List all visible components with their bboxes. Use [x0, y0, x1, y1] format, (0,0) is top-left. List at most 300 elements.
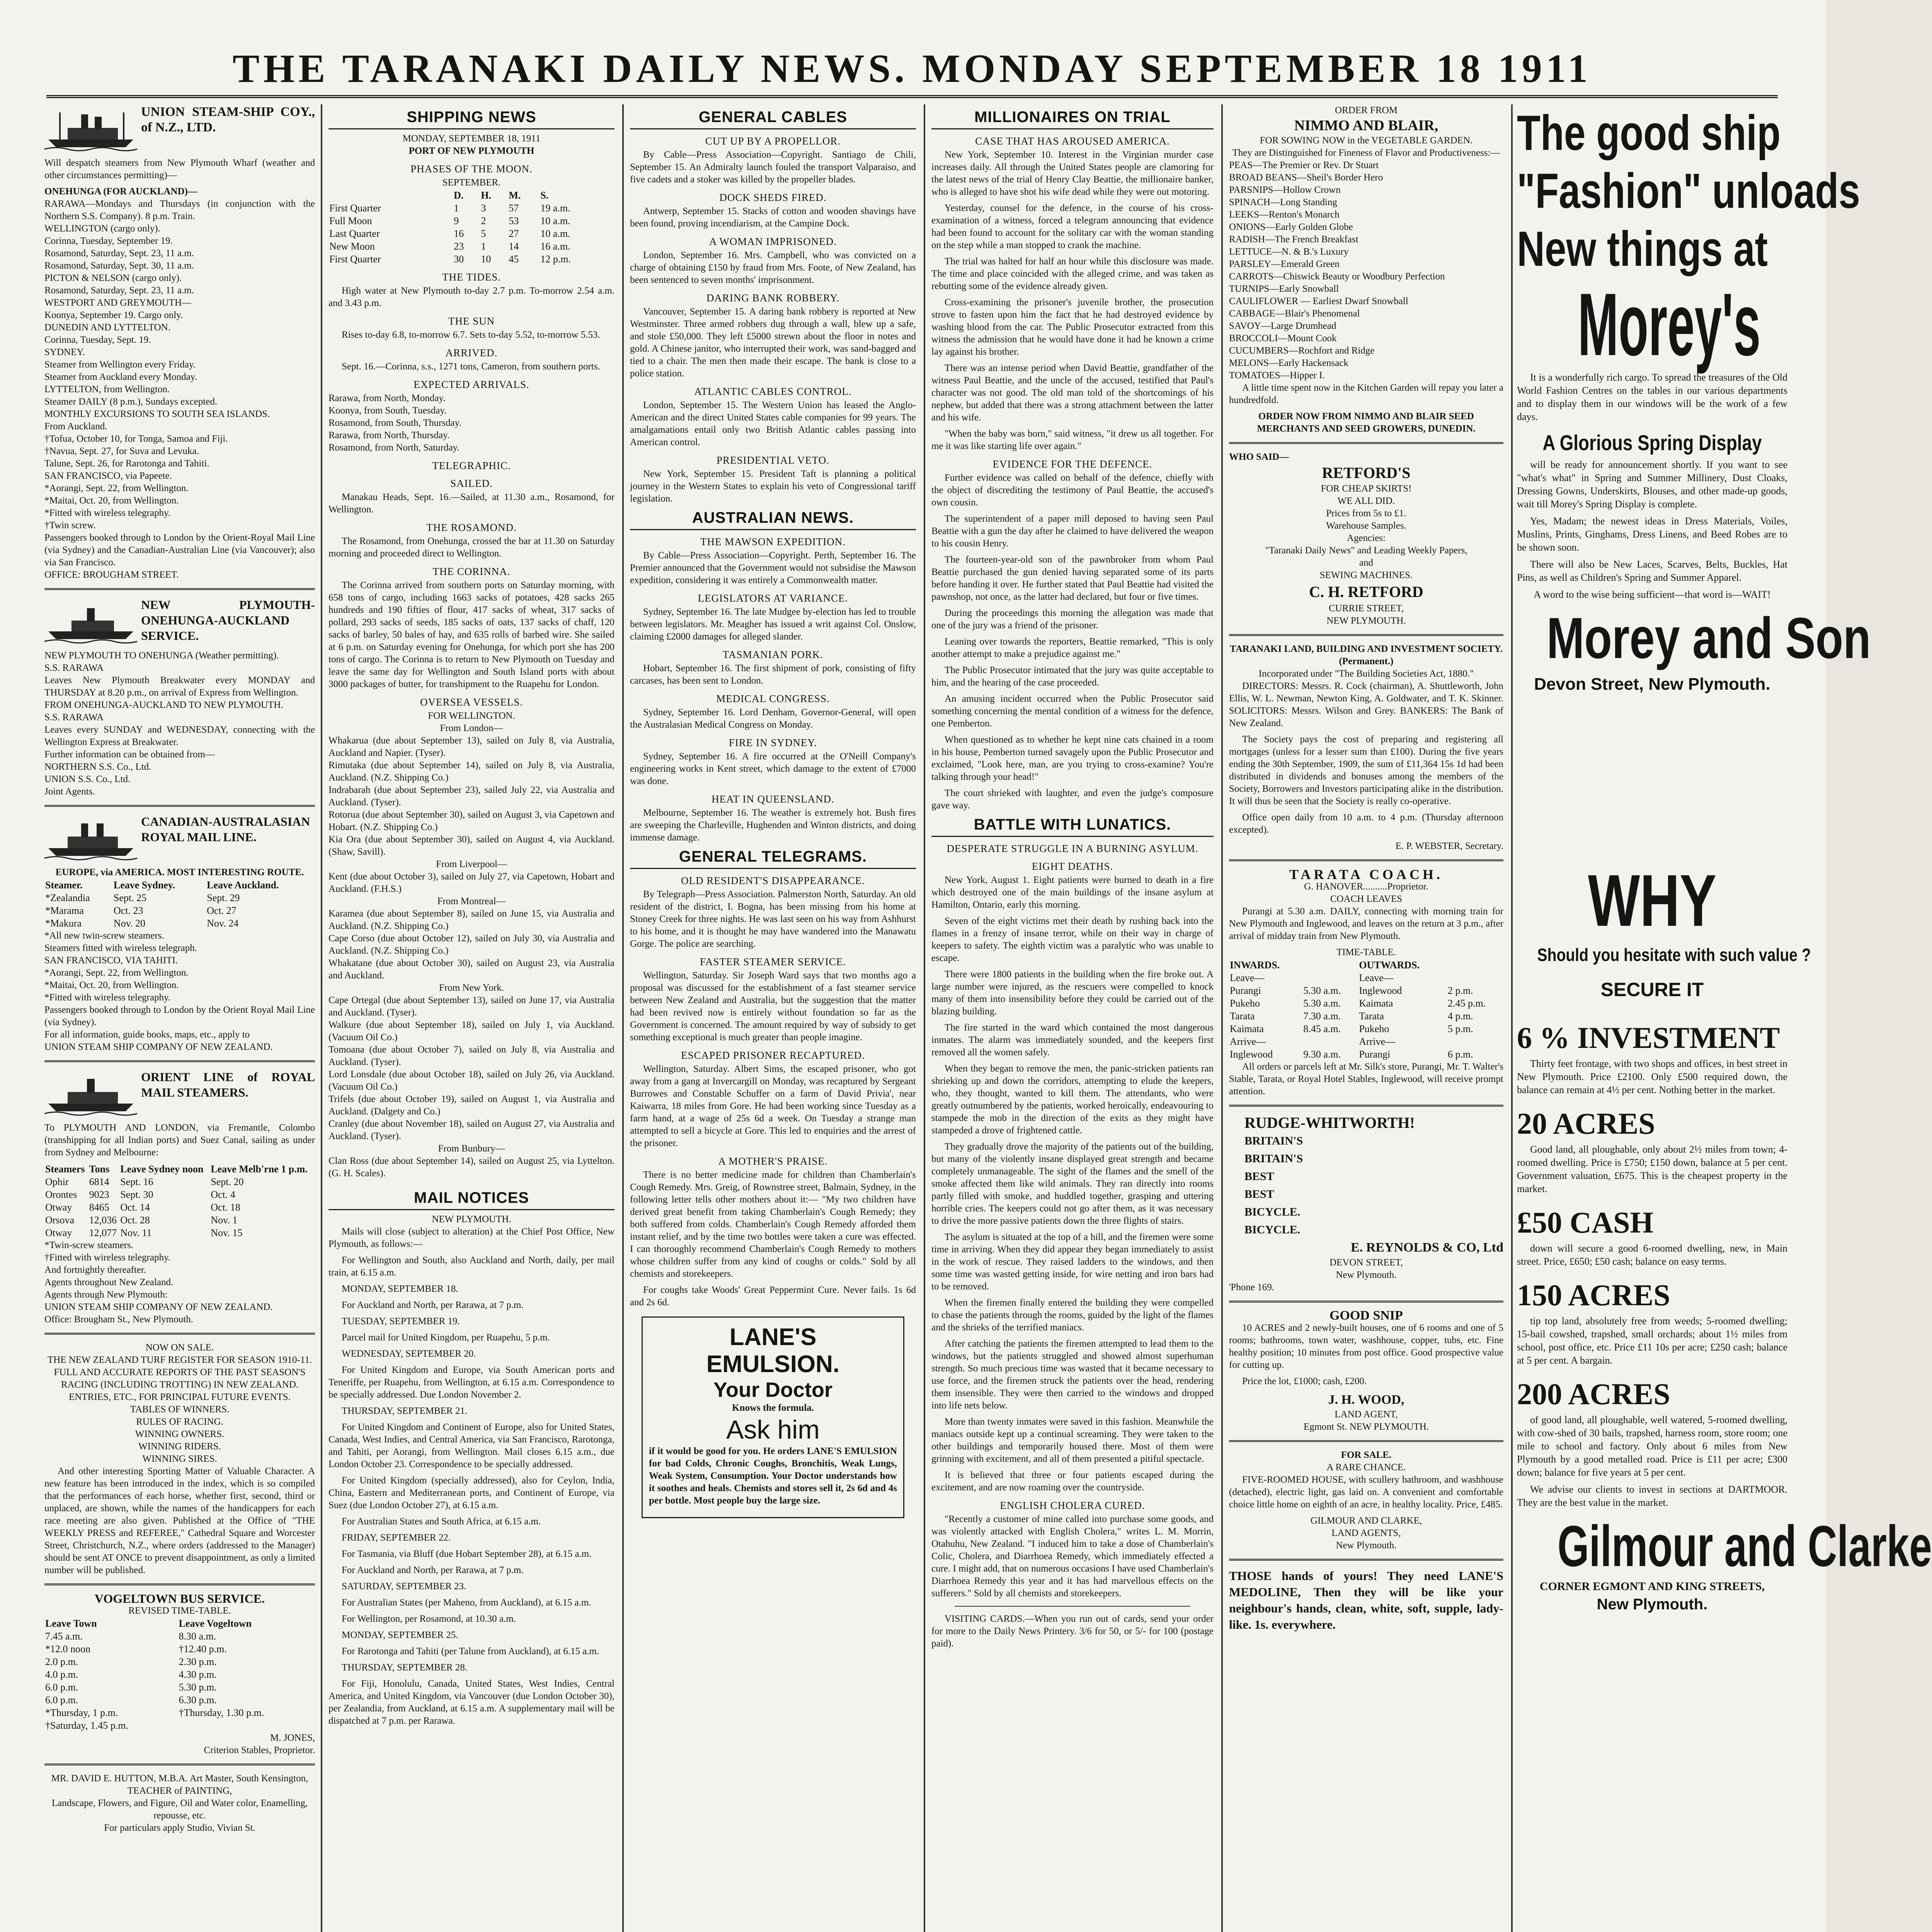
defence-subhead: EVIDENCE FOR THE DEFENCE. — [992, 458, 1152, 470]
mail-entry: For Wellington, per Rosamond, at 10.30 a.m. — [342, 1614, 516, 1624]
vessel-entry: Lord Lonsdale (due about October 18), sailed on July 26, via Auckland. (Vacuum Oil Co.) — [329, 1069, 614, 1092]
aus-2-text: Sydney, September 16. The late Mudgee by-election has led to trouble between legislators. Mr. Meagher has issued a writ against Col. Onslow, claiming £2000 damages for alleged slander. — [630, 607, 916, 642]
sailing-line: OFFICE: BROUGHAM STREET. — [44, 570, 179, 580]
union-sailings-list — [44, 198, 315, 581]
vogeltown-table-cell: 4.0 p.m. — [45, 1669, 78, 1680]
service-line: S.S. RARAWA — [44, 663, 104, 673]
orient-note: Office: Brougham St., New Plymouth. — [44, 1314, 193, 1325]
retford-line: Prices from 5s to £1. — [1326, 508, 1406, 519]
orient-table-cell: Nov. 15 — [211, 1227, 243, 1238]
woods-peppermint-text: For coughs take Woods' Great Peppermint Cure. Never fails. 1s 6d and 2s 6d. — [630, 1285, 916, 1308]
shipping-date: MONDAY, SEPTEMBER 18, 1911 — [402, 133, 541, 144]
register-line: RULES OF RACING. — [136, 1417, 223, 1427]
wood-line-1: LAND AGENT, — [1335, 1409, 1398, 1420]
coach-table-cell: 5.30 a.m. — [1303, 985, 1341, 996]
orient-note: And fortnightly thereafter. — [44, 1265, 146, 1275]
seed-item: TURNIPS—Early Snowball — [1229, 284, 1339, 294]
sailing-line: *Aorangi, Sept. 22, from Wellington. — [44, 483, 189, 493]
orient-note: Agents through New Plymouth: — [44, 1289, 168, 1300]
moreys-line-2: "Fashion" unloads — [1517, 163, 1860, 219]
orient-note: Agents throughout New Zealand. — [44, 1277, 174, 1287]
coach-table-header-cell — [1302, 959, 1358, 971]
vessel-entry: Rimutaka (due about September 14), sailed on July 8, via Australia, Auckland. (N.Z. Shipping Co.) — [329, 760, 614, 783]
lunatics-paragraph: The fire started in the ward which contained the most dangerous inmates. The alarm was immediately sounded, and the keepers first removed all the women safely. — [931, 1022, 1214, 1058]
moon-row — [329, 240, 614, 253]
canadian-table-cell: *Zealandia — [45, 892, 90, 903]
seed-item: CABBAGE—Blair's Phenomenal — [1229, 308, 1360, 319]
mail-entry: THURSDAY, SEPTEMBER 21. — [342, 1406, 468, 1416]
retford-lines — [1229, 483, 1503, 582]
rosamond-text: The Rosamond, from Onehunga, crossed the bar at 11.30 on Saturday morning and proceeded direct to Wellington. — [329, 536, 614, 559]
gc-200-acres-head: 200 ACRES — [1517, 1377, 1670, 1411]
mothers-praise-text: There is no better medicine made for children than Chamberlain's Cough Remedy. Mrs. Greig, of Rownstree street, Balmain, Sydney, in the following letter tells other mothers about it:— "My two children have derived great benefit from taking Chamberlain's Cough Remedy; they both suffered from colds. Chamberlain's Cough Remedy afforded them instant relief, and by the time two bottles were taken a cure was effected. I can thoroughly recommend Chamberlain's Cough Remedy to mothers whose children suffer from any kind of coughs or colds." Sold by all chemists and storekeepers. — [630, 1170, 916, 1279]
corinna-head: THE CORINNA. — [432, 566, 511, 577]
moon-cell: 10 a.m. — [540, 215, 570, 226]
sailing-line: WELLINGTON (cargo only). — [44, 223, 160, 234]
retford-line: FOR CHEAP SKIRTS! — [1321, 483, 1412, 494]
vessel-entry: Walkure (due about September 18), sailed on July 1, via Auckland. (Vacuum Oil Co.) — [329, 1020, 614, 1043]
orient-table-cell: Tons — [89, 1163, 110, 1175]
moon-cell: Full Moon — [329, 215, 372, 226]
mail-entry: For Auckland and North, per Rarawa, at 7 p.m. — [342, 1565, 524, 1575]
moon-head: PHASES OF THE MOON. — [410, 163, 533, 175]
coach-table-cell: Leave— — [1230, 972, 1265, 983]
seed-item: SPINACH—Long Standing — [1229, 197, 1337, 207]
reynolds-title: E. REYNOLDS & CO, Ltd — [1351, 1240, 1503, 1255]
coach-table-cell: Kaimata — [1230, 1023, 1264, 1034]
coach-prop: G. HANOVER..........Proprietor. — [1304, 881, 1428, 892]
rosamond-head: THE ROSAMOND. — [426, 522, 517, 533]
sun-head: THE SUN — [448, 315, 495, 327]
coach-table-cell: Arrive— — [1359, 1036, 1396, 1047]
coach-title: TARATA COACH. — [1289, 867, 1443, 882]
orient-note: †Fitted with wireless telegraphy. — [44, 1252, 171, 1263]
vogeltown-table-cell: 6.30 p.m. — [179, 1694, 217, 1706]
orient-table-cell: Oct. 4 — [211, 1189, 235, 1200]
vessel-entry: Cranley (due about November 18), sailed on August 27, via Australia and Auckland. (Tyser). — [329, 1119, 614, 1141]
moon-cell: 1 — [454, 202, 459, 214]
canadian-note: Steamers fitted with wireless telegraph. — [44, 943, 197, 953]
canadian-table-cell: *Makura — [45, 918, 82, 929]
orient-table-row — [44, 1214, 315, 1226]
vessel-entry: Cape Ortegal (due about September 13), sailed on June 17, via Australia and Auckland. (Tyser). — [329, 995, 614, 1018]
orient-table-row — [44, 1175, 315, 1188]
steamship-icon — [44, 1071, 137, 1118]
coach-table-cell: 5 p.m. — [1447, 1023, 1473, 1034]
orient-table-cell: Orsova — [45, 1214, 75, 1226]
vogeltown-table-cell: 7.45 a.m. — [45, 1631, 83, 1642]
shipping-news-head: SHIPPING NEWS — [329, 108, 614, 129]
liverpool-vessels — [329, 871, 614, 895]
sun-text: Rises to-day 6.8, to-morrow 6.7. Sets to-day 5.52, to-morrow 5.53. — [342, 330, 600, 340]
orient-table-cell: Otway — [45, 1202, 72, 1213]
moon-month: SEPTEMBER. — [442, 177, 501, 188]
canadian-note: *All new twin-screw steamers. — [44, 930, 164, 941]
tides-head: THE TIDES. — [442, 271, 501, 283]
moon-header-cell: M. — [509, 190, 521, 201]
reynolds-addr-2: New Plymouth. — [1336, 1270, 1397, 1280]
rudge-word: BRITAIN'S — [1244, 1134, 1303, 1147]
coach-table-cell: Kaimata — [1359, 998, 1393, 1009]
aus-3-head: TASMANIAN PORK. — [722, 649, 824, 660]
mail-entry: For Rarotonga and Tahiti (per Talune from Auckland), at 6.15 a.m. — [342, 1646, 599, 1656]
sailing-line: Passengers booked through to London by the Orient-Royal Mail Line (via Sydney) and the Canadian-Australian Line (via Vancouver); also via San Francisco. — [44, 532, 315, 568]
moon-cell: 53 — [509, 215, 519, 226]
forsale-sig-3: New Plymouth. — [1336, 1540, 1397, 1551]
society-inc: Incorporated under "The Building Societies Act, 1880." — [1258, 668, 1474, 679]
expected-head: EXPECTED ARRIVALS. — [414, 379, 529, 390]
orient-table-cell: Ophir — [45, 1176, 69, 1187]
expected-line: Rarawa, from North, Thursday. — [329, 430, 450, 440]
trial-article — [931, 149, 1214, 452]
turf-register-heads — [44, 1342, 315, 1465]
aus-1-text: By Cable—Press Association—Copyright. Perth, September 16. The Premier announced that the Government would not subsidise the Mawson expedition, considering it was entirely a Commonwealth matter. — [630, 550, 916, 585]
lanes-ask-him: Ask him — [726, 1415, 820, 1444]
from-montreal: From Montreal— — [437, 896, 506, 906]
aus-6-text: Melbourne, September 16. The weather is extremely hot. Bush fires are sweeping the Charleville, Hughenden and Winton districts, and doing immense damage. — [630, 808, 916, 843]
society-sig: E. P. WEBSTER, Secretary. — [1395, 841, 1503, 851]
orient-table-cell: 8465 — [89, 1202, 109, 1213]
moon-header-cell: H. — [481, 190, 492, 201]
moon-cell: 10 a.m. — [540, 228, 570, 239]
aus-4-text: Sydney, September 16. Lord Denham, Governor-General, will open the Australasian Medical Congress on Monday. — [630, 707, 916, 730]
expected-line: Rarawa, from North, Monday. — [329, 393, 446, 403]
orient-table-cell: Oct. 14 — [120, 1202, 150, 1213]
sailing-line: Talune, Sept. 26, for Rarotonga and Tahiti. — [44, 458, 209, 469]
lanes-emulsion-ad — [642, 1316, 904, 1518]
sailing-line: *Maitai, Oct. 20, from Wellington. — [44, 495, 179, 506]
moreys-line-3: New things at — [1517, 221, 1768, 277]
coach-table-cell: 4 p.m. — [1447, 1010, 1473, 1022]
np-onehunga-title: NEW PLYMOUTH-ONEHUNGA-AUCKLAND SERVICE. — [141, 598, 315, 643]
canadian-sub: EUROPE, via AMERICA. MOST INTERESTING ROUTE. — [55, 867, 304, 878]
moreys-name: Morey and Son — [1547, 605, 1871, 670]
gc-150-acres-head: 150 ACRES — [1517, 1278, 1670, 1312]
coach-table-header-cell — [1447, 959, 1503, 971]
moon-cell: 16 a.m. — [540, 241, 570, 252]
forsale-sig-2: LAND AGENTS, — [1331, 1528, 1401, 1538]
orient-table-cell: Sept. 16 — [120, 1176, 153, 1187]
cholera-head: ENGLISH CHOLERA CURED. — [1000, 1500, 1145, 1511]
seed-item: CARROTS—Chiswick Beauty or Woodbury Perfection — [1229, 271, 1445, 282]
sailing-line: MONTHLY EXCURSIONS TO SOUTH SEA ISLANDS. — [44, 409, 270, 419]
seed-item: CUCUMBERS—Rochfort and Ridge — [1229, 345, 1375, 356]
lanes-emulsion: EMULSION. — [706, 1351, 840, 1378]
moreys-text-2: will be ready for announcement shortly. If you want to see "what's what" in Spring and Summer Millinery, Dust Cloaks, Dressing Gowns, Underskirts, Blouses, and other made-up goods, wait till Morey's Spring Display is complete. — [1517, 459, 1787, 510]
orient-table-cell: 12,036 — [89, 1214, 117, 1226]
retford-line: WE ALL DID. — [1337, 496, 1395, 506]
defence-paragraph: The court shrieked with laughter, and even the judge's composure gave way. — [931, 788, 1214, 811]
moon-cell: 30 — [454, 253, 464, 265]
moon-cell: 2 — [481, 215, 486, 226]
cholera-text: "Recently a customer of mine called into purchase some goods, and was violently attacked with English Cholera," writes L. M. Morrin, Otahuhu, New Zealand. "I induced him to take a dose of Chamberlain's Colic, Cholera, and Diarrhoea Remedy, which immediately effected a cure. I might add, that on numerous occasions I have used Chamberlain's Diarrhoea Remedy this year and it has had marvellous effects on the sufferers." Sold by all chemists and storekeepers. — [931, 1514, 1214, 1599]
column-3 — [630, 104, 916, 1932]
lunatics-paragraph: When they began to remove the men, the panic-stricken patients ran shrieking up and down the corridors, attempting to elude the keepers, who, they thought, wanted to kill them. The attendants, who were greatly outnumbered by the patients, worked heroically, endeavouring to stampede the mob in the direction of the exits as they might have stampeded a drove of frightened cattle. — [931, 1063, 1214, 1136]
union-title: UNION STEAM-SHIP COY., of N.Z., LTD. — [141, 105, 315, 134]
seed-item: BROCCOLI—Mount Cook — [1229, 333, 1337, 344]
coach-sub: COACH LEAVES — [1330, 894, 1403, 904]
retford-name: C. H. RETFORD — [1309, 583, 1423, 600]
masthead — [46, 37, 1778, 98]
vogeltown-table-header-cell: Leave Vogeltown — [179, 1618, 252, 1629]
moon-row — [329, 214, 614, 227]
reynolds-addr-1: DEVON STREET, — [1329, 1257, 1403, 1268]
gc-advise: We advise our clients to invest in sections at DARTMOOR. They are the best value in the market. — [1517, 1484, 1787, 1508]
snip-head: GOOD SNIP — [1329, 1308, 1403, 1323]
nimmo-tail: A little time spent now in the Kitchen Garden will repay you later a hundredfold. — [1229, 383, 1503, 405]
np-onehunga-list — [44, 650, 315, 798]
moon-cell: 3 — [481, 202, 486, 214]
bunbury-vessels — [329, 1155, 614, 1180]
coach-table-cell: 7.30 a.m. — [1303, 1010, 1341, 1022]
mail-entry: WEDNESDAY, SEPTEMBER 20. — [342, 1349, 476, 1359]
forsale-sig-1: GILMOUR AND CLARKE, — [1310, 1515, 1422, 1526]
lunatics-head: BATTLE WITH LUNATICS. — [931, 816, 1214, 837]
mail-entry: Parcel mail for United Kingdom, per Ruapehu, 5 p.m. — [342, 1332, 550, 1343]
canadian-table-cell: Leave Auckland. — [207, 879, 279, 891]
moon-cell: 5 — [481, 228, 486, 239]
tel-3-head: ESCAPED PRISONER RECAPTURED. — [681, 1049, 865, 1061]
australian-news-head: AUSTRALIAN NEWS. — [630, 509, 916, 530]
cable-2-text: Antwerp, September 15. Stacks of cotton and wooden shavings have been found, proving incendiarism, at the Campine Dock. — [630, 206, 916, 229]
lunatics-paragraph: They gradually drove the majority of the patients out of the building, but many of the violently insane displayed great strength and became completely unmanageable. The sight of the flames and the smell of the smoke affected them like wild animals. They ran directly into rooms partly filled with smoke, and huddled together, grasping and uttering horrible cries. The keepers could not go after them, as it was necessary to drive the more passive patients down the three flights of stairs. — [931, 1141, 1214, 1226]
mail-entry: MONDAY, SEPTEMBER 25. — [342, 1630, 458, 1640]
moon-cell: 27 — [509, 228, 519, 239]
lanes-title: LANE'S — [729, 1324, 817, 1350]
cable-6-head: PRESIDENTIAL VETO. — [717, 454, 829, 466]
gc-20-acres-text: Good land, all ploughable, only about 2½ miles from town; 4-roomed dwelling. Price is £750; £150 down, balance at 5 per cent. Government valuation, £675. This is the cheapest property in the market. — [1517, 1144, 1787, 1194]
lunatics-paragraph: The asylum is situated at the top of a hill, and the firemen were some time in arriving. When they did appear they began immediately to assist in the work of rescue. They raised ladders to the windows, and then some time was wasted getting inside, for wire netting and iron bars had to be removed. — [931, 1232, 1214, 1292]
service-line: Further information can be obtained from— — [44, 749, 215, 760]
rudge-word: BICYCLE. — [1244, 1206, 1300, 1218]
service-line: NORTHERN S.S. Co., Ltd. — [44, 762, 151, 772]
sailing-line: LYTTELTON, from Wellington. — [44, 384, 170, 395]
cable-5-head: ATLANTIC CABLES CONTROL. — [694, 386, 852, 397]
vogeltown-table-row — [44, 1630, 315, 1643]
canadian-title: CANADIAN-AUSTRALASIAN ROYAL MAIL LINE. — [141, 815, 310, 844]
sailing-line: Steamer from Wellington every Friday. — [44, 359, 196, 370]
orient-table-row — [44, 1201, 315, 1214]
register-line: WINNING SIRES. — [142, 1454, 217, 1464]
coach-table-row — [1229, 1048, 1503, 1061]
defence-paragraph: An amusing incident occurred when the Public Prosecutor said something concerning the mental condition of a witness for the defence, one Pemberton. — [931, 694, 1214, 729]
canadian-note: Passengers booked through to London by the Orient Royal Mail Line (via Sydney). — [44, 1005, 315, 1027]
vogeltown-table-cell: 4.30 p.m. — [179, 1669, 217, 1680]
mail-notices-head: MAIL NOTICES — [329, 1189, 614, 1210]
forsale-head: FOR SALE. — [1341, 1450, 1392, 1460]
orient-intro: To PLYMOUTH AND LONDON, via Fremantle, Colombo (transhipping for all Indian ports) and Suez Canal, sailing as under from Sydney and Melbourne: — [44, 1122, 315, 1158]
expected-line: Rosamond, from South, Thursday. — [329, 418, 461, 428]
trial-paragraph: Cross-examining the prisoner's juvenile brother, the prosecution strove to fasten upon him the fact that he had destroyed evidence by washing blood from the car. The Public Prosecutor extracted from this witness the admission that he would have done it had he known a crime lay against his brother. — [931, 297, 1214, 357]
snip-price: Price the lot, £1000; cash, £200. — [1242, 1376, 1367, 1386]
vogeltown-sig-2: Criterion Stables, Proprietor. — [204, 1745, 315, 1755]
moon-header-blank — [329, 189, 453, 202]
moreys-text-3: Yes, Madam; the newest ideas in Dress Materials, Voiles, Muslins, Prints, Ginghams, Dress Linens, and Beed Robes are to be shown soon. — [1517, 515, 1787, 553]
coach-table-cell: Purangi — [1359, 1049, 1391, 1060]
coach-table-header — [1229, 959, 1503, 971]
coach-table-cell: 5.30 a.m. — [1303, 998, 1341, 1009]
retford-pre: WHO SAID— — [1229, 452, 1289, 462]
sailed-head: SAILED. — [450, 478, 493, 489]
coach-table-cell: Inglewood — [1230, 1049, 1273, 1060]
moreys-text-4: There will also be New Laces, Scarves, Belts, Buckles, Hat Pins, as well as Children's Spring and Summer Apparel. — [1517, 559, 1787, 583]
aus-2-head: LEGISLATORS AT VARIANCE. — [698, 592, 848, 604]
turf-register-body: And other interesting Sporting Matter of Valuable Character. A new feature has been introduced in the index, which is so compiled that the performances of each horse, whether first, second, third or unplaced, are shown, while the names of the handicappers for each race meeting are also given. Published at the Office of "THE WEEKLY PRESS and REFEREE," Cathedral Square and Worcester Street, Christchurch, N.Z., where orders (addressed to the Manager) should be sent AT ONCE to prevent disappointment, as only a limited number will be published. — [44, 1466, 315, 1575]
rudge-word: BEST — [1244, 1170, 1274, 1183]
from-liverpool: From Liverpool— — [436, 859, 507, 869]
canadian-notes — [44, 930, 315, 1053]
steamship-icon — [44, 107, 137, 153]
sailing-line: Corinna, Tuesday, September 19. — [44, 236, 173, 246]
coach-table-header-cell: OUTWARDS. — [1359, 959, 1420, 971]
port-head: PORT OF NEW PLYMOUTH — [409, 146, 534, 156]
mail-entry: For Wellington and South, also Auckland and North, daily, per mail train, at 6.15 a.m. — [329, 1255, 614, 1278]
lanes-your-doctor: Your Doctor — [713, 1378, 832, 1401]
for-wellington: FOR WELLINGTON. — [428, 711, 515, 721]
column-rule — [1511, 104, 1513, 1932]
moon-cell: 45 — [509, 253, 519, 265]
gc-20-acres-head: 20 ACRES — [1517, 1107, 1655, 1140]
vogeltown-sub: REVISED TIME-TABLE. — [128, 1605, 231, 1616]
coach-table-cell: Tarata — [1359, 1010, 1384, 1022]
vogeltown-table-header — [44, 1617, 315, 1630]
hutton-line: Landscape, Flowers, and Figure, Oil and Water color, Enamelling, repousse, etc. — [51, 1798, 308, 1821]
retford-line: SEWING MACHINES. — [1319, 570, 1413, 580]
coach-table-cell: Pukeho — [1230, 998, 1260, 1009]
orient-table-row — [44, 1226, 315, 1239]
retford-title: RETFORD'S — [1322, 464, 1411, 481]
seed-item: SAVOY—Large Drumhead — [1229, 321, 1336, 331]
service-line: S.S. RARAWA — [44, 712, 104, 723]
sailing-line: Koonya, September 19. Cargo only. — [44, 310, 183, 320]
forsale-sub: A RARE CHANCE. — [1326, 1462, 1406, 1473]
orient-table-cell: Sept. 20 — [211, 1176, 244, 1187]
moon-header — [329, 189, 614, 202]
orient-table-cell: 9023 — [89, 1189, 109, 1200]
coach-timetable-head: TIME-TABLE. — [1336, 947, 1396, 957]
lanes-body: if it would be good for you. He orders LANE'S EMULSION for bad Colds, Chronic Coughs, Bronchitis, Weak Lungs, Weak System, Consumption. Your Doctor understands how it soothes and heals. Chemists and stores sell it, 2s 6d and 4s per bottle. Most people buy the large size. — [649, 1446, 897, 1506]
vogeltown-table-row — [44, 1706, 315, 1719]
visiting-cards-text: VISITING CARDS.—When you run out of cards, send your order for more to the Daily News Printery. 3/6 for 50, or 5/- for 100 (postage paid). — [931, 1614, 1214, 1649]
seed-item: BROAD BEANS—Sheil's Border Hero — [1229, 172, 1383, 183]
seed-item: LETTUCE—N. & B.'s Luxury — [1229, 247, 1349, 257]
mothers-praise-head: A MOTHER'S PRAISE. — [718, 1155, 828, 1167]
moon-cell: 23 — [454, 241, 464, 252]
sailing-line: PICTON & NELSON (cargo only). — [44, 273, 182, 283]
orient-sailings-table — [44, 1163, 315, 1239]
moon-header-cell: S. — [540, 190, 549, 201]
moreys-line-4: Morey's — [1578, 275, 1761, 374]
canadian-table-cell: Steamer. — [45, 879, 83, 891]
tel-1-text: By Telegraph—Press Association. Palmerston North, Saturday. An old resident of the district, I. Bogna, has been missing from his home at Stoney Creek for three nights. He was last seen on his way from Ashhurst to his home, and it is thought he may have wandered into the Manawatu Gorge. The police are searching. — [630, 889, 916, 949]
register-line: WINNING OWNERS. — [135, 1429, 225, 1439]
cable-4-text: Vancouver, September 15. A daring bank robbery is reported at New Westminster. Three armed robbers dug through a wall, blew up a safe, and stole £50,000. They left £5000 strewn about the floor in notes and gold. A Chinese janitor, who interrupted their work, was sand-bagged and tied to a chair. The men then made their escape. The bank is close to a police station. — [630, 306, 916, 379]
sailing-line: DUNEDIN AND LYTTELTON. — [44, 322, 170, 333]
coach-table-cell — [1447, 1035, 1503, 1048]
defence-article — [931, 472, 1214, 812]
canadian-sailings-table — [44, 879, 315, 930]
coach-table-cell — [1302, 971, 1358, 984]
expected-line: Rosamond, from North, Saturday. — [329, 442, 460, 453]
coach-table-cell: Purangi — [1230, 985, 1261, 996]
moon-cell: 16 — [454, 228, 464, 239]
vogeltown-table-cell: 8.30 a.m. — [179, 1631, 216, 1642]
service-line: NEW PLYMOUTH TO ONEHUNGA (Weather permitting). — [44, 650, 279, 661]
seed-item: PEAS—The Premier or Rev. Dr Stuart — [1229, 160, 1379, 170]
coach-table-cell: Pukeho — [1359, 1023, 1389, 1034]
moreys-line-1: The good ship — [1517, 105, 1781, 161]
seed-item: CAULIFLOWER — Earliest Dwarf Snowball — [1229, 296, 1408, 306]
lunatics-paragraph: Seven of the eight victims met their death by rushing back into the flames in a frenzy of insane terror, while on their way in charge of keepers to safety. The eighth victim was a paralytic who was unable to escape. — [931, 916, 1214, 963]
vogeltown-table-row — [44, 1694, 315, 1706]
moon-cell: First Quarter — [329, 202, 381, 214]
expected-line: Koonya, from South, Tuesday. — [329, 405, 447, 416]
coach-table-cell: Tarata — [1230, 1010, 1255, 1022]
sailing-line: Steamer DAILY (8 p.m.), Sundays excepted. — [44, 396, 218, 407]
moon-phases-table — [329, 189, 614, 265]
from-newyork: From New York. — [439, 983, 504, 993]
orient-table-row — [44, 1188, 315, 1201]
seed-item: TOMATOES—Hipper I. — [1229, 370, 1325, 381]
vogeltown-table-cell: *Thursday, 1 p.m. — [45, 1707, 118, 1718]
wood-line-2: Egmont St. NEW PLYMOUTH. — [1303, 1422, 1429, 1432]
vessel-entry: Rotorua (due about September 30), sailed on August 3, via Capetown and Hobart. (N.Z. Shipping Co.) — [329, 810, 614, 832]
moon-cell: Last Quarter — [329, 228, 380, 239]
masthead-title: THE TARANAKI DAILY NEWS. MONDAY SEPTEMBER 18 1911 — [232, 46, 1592, 91]
moon-cell: 14 — [509, 241, 519, 252]
orient-table-cell: Oct. 28 — [120, 1214, 150, 1226]
defence-paragraph: Leaning over towards the reporters, Beattie remarked, "This is only another attempt to make a prejudice against me." — [931, 636, 1214, 659]
onehunga-head: ONEHUNGA (FOR AUCKLAND)— — [44, 186, 197, 197]
coach-table-row — [1229, 984, 1503, 997]
sailing-line: †Navua, Sept. 27, for Suva and Levuka. — [44, 446, 199, 456]
sailing-line: RARAWA—Mondays and Thursdays (in conjunction with the Northern S.S. Company). 8 p.m. Train. — [44, 199, 315, 221]
nimmo-seed-list — [1229, 159, 1503, 382]
gc-name: Gilmour and Clarke — [1558, 1514, 1932, 1578]
canadian-note: *Maitai, Oct. 20, from Wellington. — [44, 980, 179, 990]
coach-table-cell: 2.45 p.m. — [1447, 998, 1486, 1009]
trial-paragraph: "When the baby was born," said witness, "it drew us all together. For me it was like starting life over again." — [931, 429, 1214, 451]
nimmo-title: NIMMO AND BLAIR, — [1294, 117, 1438, 134]
gc-address-2: New Plymouth. — [1597, 1596, 1708, 1613]
sailing-line: Rosamond, Saturday, Sept. 23, 11 a.m. — [44, 248, 194, 259]
moreys-text-5: A word to the wise being sufficient—that word is—WAIT! — [1534, 589, 1771, 600]
orient-table-cell: Orontes — [45, 1189, 77, 1200]
canadian-table-cell: Oct. 27 — [207, 905, 237, 916]
sailed-text: Manakau Heads, Sept. 16.—Sailed, at 11.30 a.m., Rosamond, for Wellington. — [329, 492, 614, 515]
orient-table-cell: Nov. 11 — [120, 1227, 152, 1238]
mail-entry: FRIDAY, SEPTEMBER 22. — [342, 1532, 451, 1543]
vessel-entry: Whakarua (due about September 13), sailed on July 8, via Australia, Auckland and Napier. (Tyser). — [329, 735, 614, 758]
canadian-table-row — [44, 891, 315, 904]
coach-text: Purangi at 5.30 a.m. DAILY, connecting with morning train for New Plymouth and Inglewood, and leaves on the return at 3 p.m., after arrival of midday train from New Plymouth. — [1229, 906, 1503, 941]
millionaires-head: MILLIONAIRES ON TRIAL — [931, 108, 1214, 129]
sailing-line: *Fitted with wireless telegraphy. — [44, 508, 171, 518]
rudge-words — [1229, 1132, 1503, 1239]
corinna-text: The Corinna arrived from southern ports on Saturday morning, with 658 tons of cargo, including 1663 sacks of potatoes, 428 sacks 265 hundreds and 190 fifties of flour, 417 sacks of wheat, 317 sacks of pollard, 293 sacks of seeds, 185 sacks of oats, 137 sacks of chaff, 120 sacks of barley, 50 bales of hay, and 635 rolls of barbed wire. She sailed at 6 p.m. on Saturday evening for Onehunga, for which port she has 200 tons of cargo. The Corinna is to return to New Plymouth on Tuesday and leave the same day for Wellington and South Island ports with about 3000 packages of butter, for transhipment to the Ruapehu for London. — [329, 580, 614, 689]
moon-cell: 57 — [509, 202, 519, 214]
tides-text: High water at New Plymouth to-day 2.7 p.m. To-morrow 2.54 a.m. and 3.43 p.m. — [329, 286, 614, 308]
tel-1-head: OLD RESIDENT'S DISAPPEARANCE. — [681, 875, 865, 886]
sailing-line: Rosamond, Saturday, Sept. 23, 11 a.m. — [44, 285, 194, 296]
orient-note: *Twin-screw steamers. — [44, 1240, 134, 1250]
telegraphic-head: TELEGRAPHIC. — [432, 460, 511, 471]
register-line: FULL AND ACCURATE REPORTS OF THE PAST SEASON'S RACING (INCLUDING TROTTING) IN NEW ZEALAND. — [54, 1367, 306, 1390]
trial-subhead: CASE THAT HAS AROUSED AMERICA. — [975, 135, 1170, 147]
service-line: FROM ONEHUNGA-AUCKLAND TO NEW PLYMOUTH. — [44, 700, 283, 710]
sailing-line: Rosamond, Saturday, Sept. 30, 11 a.m. — [44, 260, 194, 271]
gc-investment-head: 6 % INVESTMENT — [1517, 1021, 1780, 1054]
